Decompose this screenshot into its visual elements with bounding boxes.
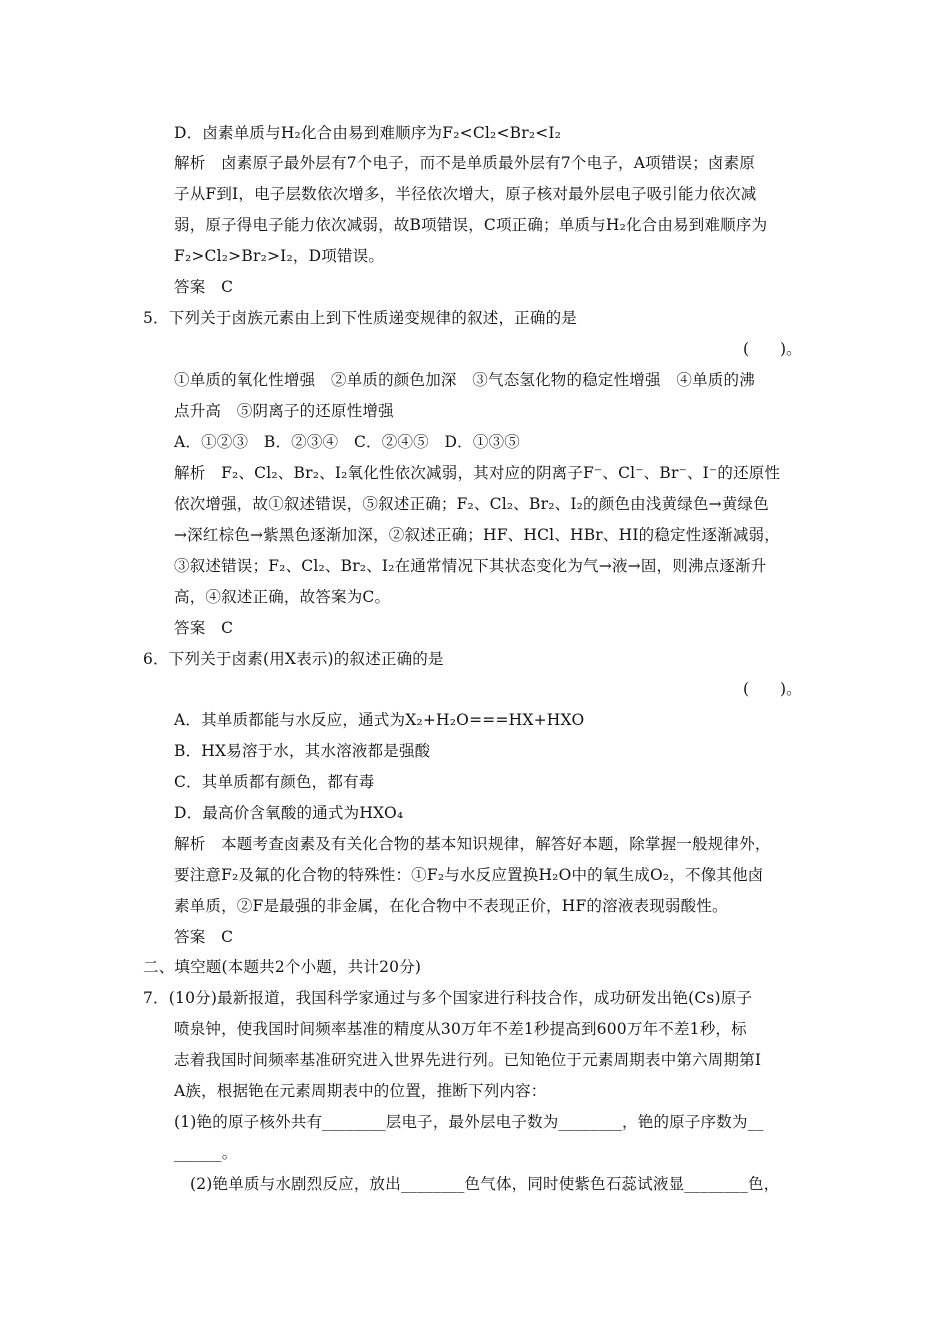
question-6-stem: 6．下列关于卤素(用X表示)的叙述正确的是 <box>143 650 444 668</box>
question-7-line2: 喷泉钟，使我国时间频率基准的精度从30万年不差1秒提高到600万年不差1秒，标 <box>174 1020 747 1038</box>
question-5-stem: 5．下列关于卤族元素由上到下性质递变规律的叙述，正确的是 <box>143 309 577 327</box>
answer-q4: 答案 C <box>174 278 234 296</box>
option-c-q6: C．其单质都有颜色，都有毒 <box>174 773 375 791</box>
answer-q5: 答案 C <box>174 619 234 637</box>
q7-part1-line1: (1)铯的原子核外共有________层电子，最外层电子数为________，铯的原子序数为__ <box>174 1113 764 1131</box>
answer-blank-q5: ( )。 <box>743 340 802 358</box>
q7-part1-line2: ______。 <box>174 1144 238 1162</box>
option-d-q4: D．卤素单质与H₂化合由易到难顺序为F₂<Cl₂<Br₂<I₂ <box>174 124 562 142</box>
q5-statements-line2: 点升高 ⑤阴离子的还原性增强 <box>174 402 394 420</box>
answer-blank-q6: ( )。 <box>743 680 802 698</box>
option-b-q6: B．HX易溶于水，其水溶液都是强酸 <box>174 742 431 760</box>
explanation-q5-line3: →深红棕色→紫黑色逐渐加深，②叙述正确；HF、HCl、HBr、HI的稳定性逐渐减弱， <box>174 526 780 544</box>
option-d-q6: D．最高价含氧酸的通式为HXO₄ <box>174 804 404 822</box>
section-heading-fill-in: 二、填空题(本题共2个小题，共计20分) <box>143 958 422 976</box>
explanation-q4-line2: 子从F到I，电子层数依次增多，半径依次增大，原子核对最外层电子吸引能力依次减 <box>174 185 757 203</box>
explanation-q6-line3: 素单质，②F是最强的非金属，在化合物中不表现正价，HF的溶液表现弱酸性。 <box>174 897 728 915</box>
question-7-line4: A族，根据铯在元素周期表中的位置，推断下列内容： <box>174 1082 547 1100</box>
q7-part2-line1: (2)铯单质与水剧烈反应，放出________色气体，同时使紫色石蕊试液显________色， <box>190 1175 780 1193</box>
explanation-q5-line2: 依次增强，故①叙述错误，⑤叙述正确；F₂、Cl₂、Br₂、I₂的颜色由浅黄绿色→黄绿色 <box>174 495 769 513</box>
question-7-line3: 志着我国时间频率基准研究进入世界先进行列。已知铯位于元素周期表中第六周期第Ⅰ <box>174 1051 762 1069</box>
explanation-q5-line5: 高，④叙述正确，故答案为C。 <box>174 588 391 606</box>
explanation-q6-line2: 要注意F₂及氟的化合物的特殊性：①F₂与水反应置换H₂O中的氧生成O₂，不像其他卤 <box>174 866 764 884</box>
explanation-q4-line1: 解析 卤素原子最外层有7个电子，而不是单质最外层有7个电子，A项错误；卤素原 <box>174 154 756 172</box>
option-a-q6: A．其单质都能与水反应，通式为X₂+H₂O===HX+HXO <box>174 711 585 729</box>
question-7-line1: 7．(10分)最新报道，我国科学家通过与多个国家进行科技合作，成功研发出铯(Cs)原子 <box>143 989 753 1007</box>
q5-statements-line1: ①单质的氧化性增强 ②单质的颜色加深 ③气态氢化物的稳定性增强 ④单质的沸 <box>174 371 755 389</box>
answer-q6: 答案 C <box>174 928 234 946</box>
q5-options: A．①②③ B．②③④ C．②④⑤ D．①③⑤ <box>174 433 520 451</box>
explanation-q6-line1: 解析 本题考查卤素及有关化合物的基本知识规律，解答好本题，除掌握一般规律外， <box>174 835 771 853</box>
explanation-q5-line1: 解析 F₂、Cl₂、Br₂、I₂氧化性依次减弱，其对应的阴离子F⁻、Cl⁻、Br⁻、I⁻的还原性 <box>174 464 781 482</box>
explanation-q4-line4: F₂>Cl₂>Br₂>I₂，D项错误。 <box>174 247 385 265</box>
explanation-q4-line3: 弱，原子得电子能力依次减弱，故B项错误，C项正确；单质与H₂化合由易到难顺序为 <box>174 216 768 234</box>
explanation-q5-line4: ③叙述错误；F₂、Cl₂、Br₂、I₂在通常情况下其状态变化为气→液→固，则沸点逐渐升 <box>174 557 767 575</box>
